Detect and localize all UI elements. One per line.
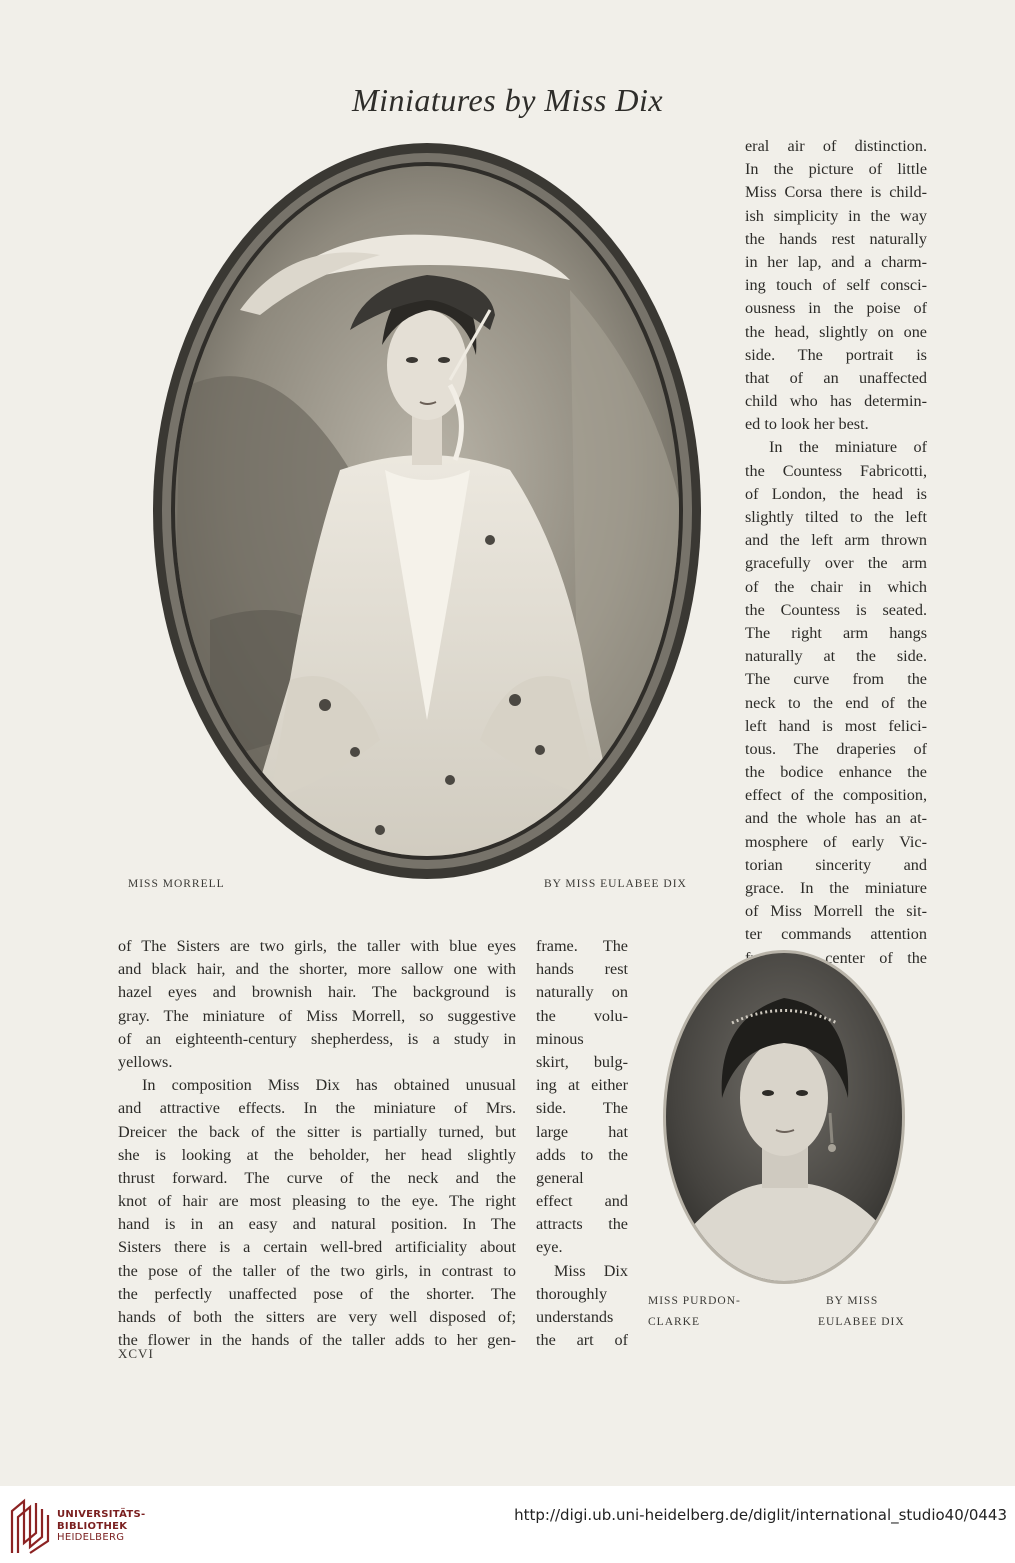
text-line: Miss Dix [554, 1261, 628, 1280]
library-name-line3: HEIDELBERG [57, 1532, 125, 1543]
text-line: hands of both the sitters are very well disposed of; [118, 1308, 516, 1326]
text-line: ousness in the poise of [745, 299, 927, 318]
text-line: hazel eyes and brownish hair. The background is [118, 983, 516, 1002]
text-line: grace. In the miniature [745, 879, 927, 897]
text-line: yellows. [118, 1052, 173, 1071]
text-line: ed to look her best. [745, 415, 869, 434]
text-line: gracefully over the arm [745, 554, 927, 573]
miniature-miss-morrell [150, 140, 705, 882]
text-line: In the miniature of [769, 438, 927, 457]
digitization-footer [0, 1486, 1015, 1563]
text-line: mosphere of early Vic- [745, 832, 927, 851]
text-line: the perfectly unaffected pose of the shorter. The [118, 1284, 516, 1303]
caption-by-miss-line2: EULABEE DIX [818, 1316, 905, 1328]
text-line: large hat [536, 1122, 628, 1141]
library-name [57, 1509, 146, 1544]
text-line: Dreicer the back of the sitter is partially turned, but [118, 1122, 516, 1141]
left-column-text [118, 935, 516, 1352]
miniature-miss-purdon-clarke [662, 948, 907, 1286]
text-line: the pose of the taller of the two girls, in contrast to [118, 1261, 516, 1280]
text-line: the hands rest naturally [745, 229, 927, 248]
page-number: XCVI [118, 1346, 154, 1361]
text-line: and attractive effects. In the miniature of Mrs. [118, 1099, 516, 1118]
text-line: of The Sisters are two girls, the taller with blue eyes [118, 937, 516, 955]
text-line: the head, slightly on one [745, 322, 927, 341]
text-line: The right arm hangs [745, 623, 927, 642]
text-line: of London, the head is [745, 484, 927, 503]
running-title: Miniatures by Miss Dix [351, 82, 664, 118]
text-line: that of an unaffected [745, 368, 927, 387]
library-logo-icon [8, 1497, 50, 1555]
text-line: she is looking at the beholder, her head slightly [118, 1145, 516, 1164]
middle-column-text [536, 935, 628, 1352]
text-line: effect of the composition, [745, 786, 927, 805]
text-line: naturally at the side. [745, 647, 927, 666]
text-line: of the chair in which [745, 577, 927, 596]
text-line: hands rest [536, 960, 628, 979]
text-line: The curve from the [745, 670, 927, 689]
text-line: the art of [536, 1331, 628, 1350]
text-line: hand is in an easy and natural position. In The [118, 1215, 516, 1234]
text-line: ing touch of self consci- [745, 276, 927, 295]
library-name-line2: BIBLIOTHEK [57, 1520, 128, 1532]
text-line: of an eighteenth-century shepherdess, is a study in [118, 1029, 516, 1048]
text-line: effect and [536, 1192, 628, 1211]
source-url-link[interactable]: http://digi.ub.uni-heidelberg.de/diglit/international_studio40/0443 [514, 1506, 1007, 1524]
caption-miss-purdon-clarke-line1: MISS PURDON- [648, 1295, 741, 1307]
text-line: and the left arm thrown [745, 531, 927, 550]
text-line: understands [536, 1308, 614, 1326]
text-line: thoroughly [536, 1284, 608, 1303]
text-line: eye. [536, 1238, 563, 1257]
caption-miss-morrell: MISS MORRELL [128, 878, 225, 890]
text-line: from the center of the [745, 948, 927, 967]
caption-miss-purdon-clarke-line2: CLARKE [648, 1316, 700, 1328]
text-line: ter commands attention [745, 925, 927, 944]
text-line: of Miss Morrell the sit- [745, 902, 927, 921]
text-line: ing at either [536, 1076, 628, 1095]
text-line: ish simplicity in the way [745, 206, 927, 225]
library-name-line1: UNIVERSITÄTS- [57, 1509, 146, 1520]
text-line: the bodice enhance the [745, 763, 927, 782]
text-line: minous [536, 1029, 584, 1048]
text-line: the flower in the hands of the taller adds to her gen- [118, 1331, 516, 1350]
text-line: adds to the [536, 1145, 628, 1164]
text-line: the Countess is seated. [745, 600, 927, 619]
text-line: torian sincerity and [745, 855, 927, 874]
text-line: the volu- [536, 1006, 628, 1025]
text-line: skirt, bulg- [536, 1052, 628, 1071]
text-line: side. The portrait is [745, 345, 927, 364]
text-line: frame. The [536, 937, 628, 955]
text-line: eral air of distinction. [745, 137, 927, 155]
text-line: side. The [536, 1099, 628, 1118]
text-line: and the whole has an at- [745, 809, 927, 828]
caption-by-miss-eulabee-dix: BY MISS EULABEE DIX [544, 878, 687, 890]
caption-by-miss-line1: BY MISS [826, 1295, 879, 1307]
text-line: gray. The miniature of Miss Morrell, so suggestive [118, 1006, 516, 1025]
text-line: In composition Miss Dix has obtained unusual [142, 1076, 516, 1095]
text-line: tous. The draperies of [745, 739, 927, 758]
text-line: general [536, 1168, 584, 1187]
text-line: child who has determin- [745, 392, 927, 411]
text-line: naturally on [536, 983, 628, 1002]
text-line: attracts the [536, 1215, 628, 1234]
text-line: and black hair, and the shorter, more sallow one with [118, 960, 516, 979]
text-line: In the picture of little [745, 160, 927, 179]
text-line: Sisters there is a certain well-bred artificiality about [118, 1238, 516, 1257]
text-line: Miss Corsa there is child- [745, 183, 927, 202]
text-line: neck to the end of the [745, 693, 927, 712]
text-line: the Countess Fabricotti, [745, 461, 927, 480]
text-line: thrust forward. The curve of the neck and the [118, 1168, 516, 1187]
text-line: left hand is most felici- [745, 716, 927, 735]
right-column-text [745, 135, 927, 970]
text-line: slightly tilted to the left [745, 508, 927, 526]
text-line: in her lap, and a charm- [745, 252, 927, 271]
text-line: knot of hair are most pleasing to the eye. The right [118, 1192, 516, 1211]
